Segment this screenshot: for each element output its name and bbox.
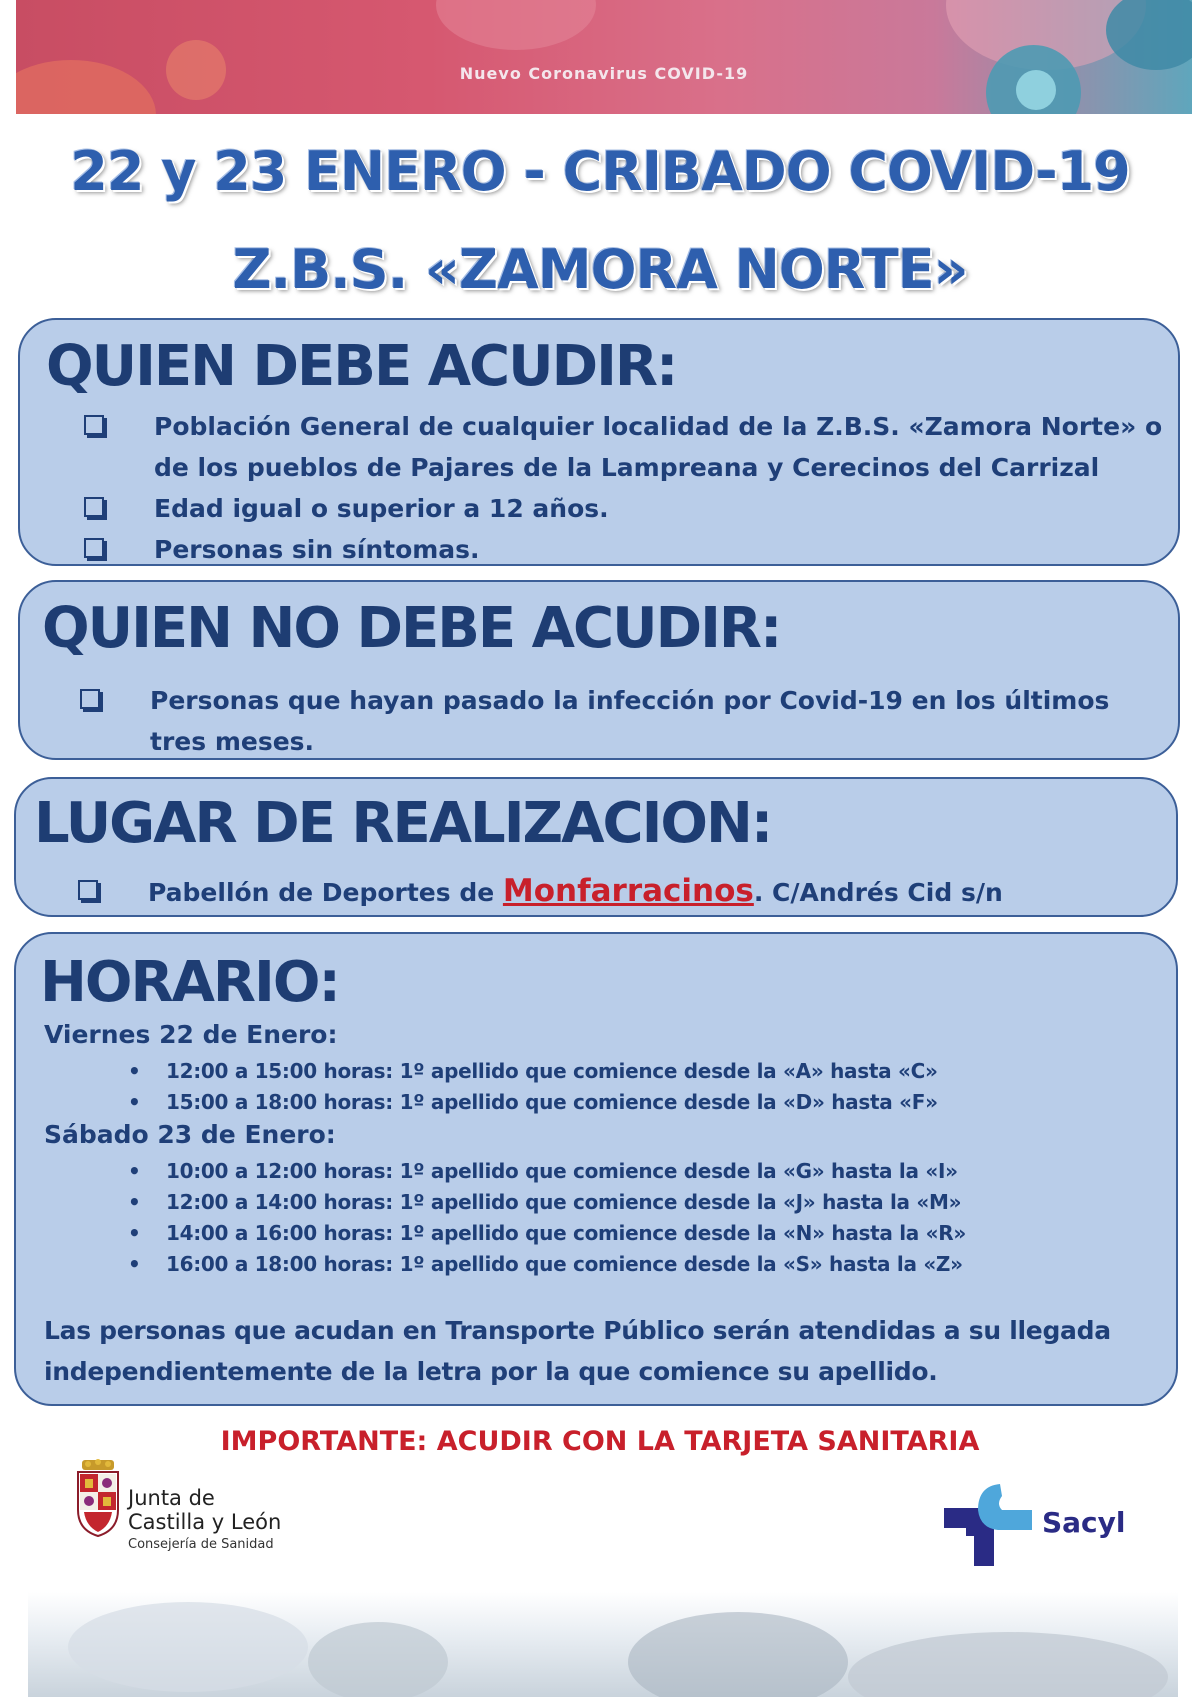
who-should-attend-heading: QUIEN DEBE ACUDIR: [46,334,677,399]
sacyl-cross-icon [944,1480,1044,1570]
slot-text: 15:00 a 18:00 horas: 1º apellido que comience desde la «D» hasta «F» [166,1090,938,1114]
virus-decoration [1106,0,1192,70]
top-banner [16,0,1192,114]
bullet-icon: • [128,1221,141,1245]
list-item-text: Población General de cualquier localidad de la Z.B.S. «Zamora Norte» o de los pueblos de Pajares de la Lampreana y Cerecinos del Carrizal [154,412,1163,482]
public-transport-note: Las personas que acudan en Transporte Público serán atendidas a su llegada independientemente de la letra por la que comience su apellido. [44,1316,1111,1386]
day-heading-friday: Viernes 22 de Enero: [44,1020,338,1049]
junta-text [128,1486,281,1556]
list-item [84,529,1164,570]
banner-title: Nuevo Coronavirus COVID-19 [459,64,749,83]
page-title-line1: 22 y 23 ENERO - CRIBADO COVID-19 [70,140,1130,203]
who-should-attend-box [18,318,1180,566]
schedule-slot [128,1056,1088,1087]
location-suffix: . C/Andrés Cid s/n [753,878,1003,907]
location-prefix: Pabellón de Deportes de [148,878,503,907]
sacyl-text: Sacyl [1042,1506,1126,1539]
slot-text: 16:00 a 18:00 horas: 1º apellido que comience desde la «S» hasta la «Z» [166,1252,963,1276]
schedule-slot [128,1156,1088,1187]
bullet-icon: • [128,1252,141,1276]
junta-line2: Castilla y León [128,1510,282,1534]
bullet-icon: • [128,1190,141,1214]
who-should-attend-list [84,406,1164,570]
decoration [308,1622,448,1697]
schedule-slot [128,1087,1088,1118]
list-item-text: Personas que hayan pasado la infección por Covid-19 en los últimos tres meses. [150,686,1110,756]
checkbox-bullet-icon [78,880,98,900]
who-should-not-attend-box [18,580,1180,760]
junta-line1: Junta de [128,1486,215,1510]
list-item [80,680,1170,762]
location-box [14,777,1178,917]
decoration [848,1632,1168,1697]
checkbox-bullet-icon [80,689,100,709]
day-heading-saturday: Sábado 23 de Enero: [44,1120,336,1149]
list-item [84,488,1164,529]
slot-text: 10:00 a 12:00 horas: 1º apellido que comience desde la «G» hasta la «I» [166,1159,958,1183]
coat-of-arms-icon [74,1458,122,1538]
schedule-slot [128,1218,1088,1249]
list-item-text: Edad igual o superior a 12 años. [154,494,609,523]
bullet-icon: • [128,1090,141,1114]
slot-text: 12:00 a 14:00 horas: 1º apellido que comience desde la «J» hasta la «M» [166,1190,962,1214]
page-title-line2: Z.B.S. «ZAMORA NORTE» [232,238,968,301]
sacyl-logo [944,1480,1134,1570]
bullet-icon: • [128,1159,141,1183]
important-notice: IMPORTANTE: ACUDIR CON LA TARJETA SANITARIA [220,1426,980,1457]
junta-castilla-leon-logo [74,1458,314,1558]
checkbox-bullet-icon [84,538,104,558]
schedule-slot [128,1249,1088,1280]
location-heading: LUGAR DE REALIZACION: [34,791,772,856]
checkbox-bullet-icon [84,497,104,517]
junta-line3: Consejería de Sanidad [128,1537,274,1552]
decoration [68,1602,308,1692]
location-list [78,871,1168,913]
who-should-not-attend-heading: QUIEN NO DEBE ACUDIR: [42,596,781,661]
medical-desk-footer-image [28,1592,1178,1697]
slot-text: 12:00 a 15:00 horas: 1º apellido que comience desde la «A» hasta «C» [166,1059,938,1083]
list-item-text: Personas sin síntomas. [154,535,480,564]
friday-slots [128,1056,1088,1118]
list-item [84,406,1164,488]
schedule-heading: HORARIO: [40,950,339,1015]
bullet-icon: • [128,1059,141,1083]
checkbox-bullet-icon [84,415,104,435]
saturday-slots [128,1156,1088,1280]
location-place-link[interactable]: Monfarracinos [502,873,754,909]
schedule-slot [128,1187,1088,1218]
who-should-not-attend-list [80,680,1170,762]
schedule-box [14,932,1178,1406]
decoration [628,1612,848,1697]
list-item [78,871,1168,913]
slot-text: 14:00 a 16:00 horas: 1º apellido que comience desde la «N» hasta la «R» [166,1221,966,1245]
virus-decoration [436,0,596,50]
